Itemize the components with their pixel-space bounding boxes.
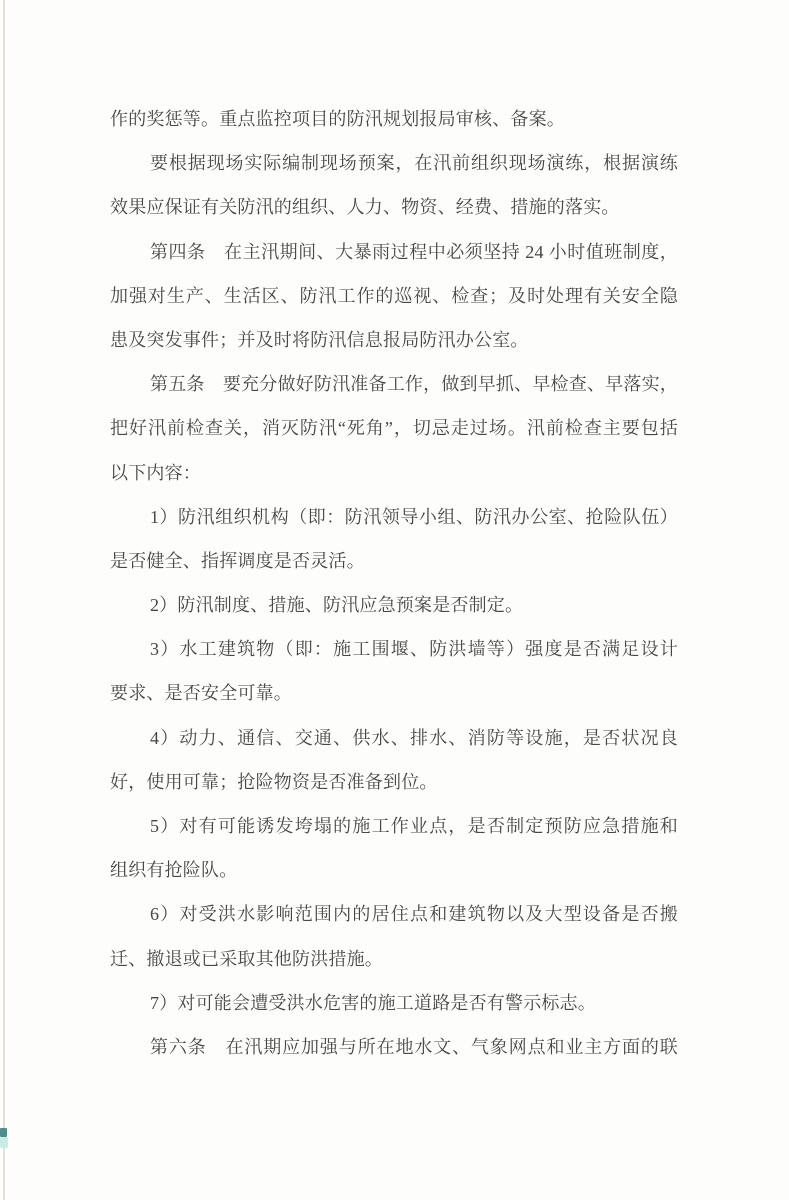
- scan-artifact-dark: [0, 1128, 7, 1137]
- text-line: 把好汛前检查关，消灭防汛“死角”，切忌走过场。汛前检查主要包括: [110, 418, 678, 439]
- text-line: 加强对生产、生活区、防汛工作的巡视、检查；及时处理有关安全隐: [110, 285, 678, 306]
- text-line: 以下内容：: [110, 462, 201, 483]
- text-line: 患及突发事件；并及时将防汛信息报局防汛办公室。: [110, 329, 529, 350]
- text-line: 7）对可能会遭受洪水危害的施工道路是否有警示标志。: [150, 992, 596, 1013]
- text-line: 3）水工建筑物（即：施工围堰、防洪墙等）强度是否满足设计: [150, 639, 678, 660]
- text-line: 作的奖惩等。重点监控项目的防汛规划报局审核、备案。: [110, 109, 565, 129]
- text-line: 效果应保证有关防汛的组织、人力、物资、经费、措施的落实。: [110, 197, 620, 218]
- text-block: [110, 97, 678, 1069]
- scan-artifact-light: [0, 1137, 8, 1148]
- text-line: 要根据现场实际编制现场预案，在汛前组织现场演练，根据演练: [150, 153, 678, 174]
- text-line: 第四条 在主汛期间、大暴雨过程中必须坚持 24 小时值班制度，: [150, 241, 678, 262]
- text-line: 第五条 要充分做好防汛准备工作，做到早抓、早检查、早落实，: [150, 374, 678, 395]
- text-line: 要求、是否安全可靠。: [110, 683, 292, 704]
- text-line: 5）对有可能诱发垮塌的施工作业点，是否制定预防应急措施和: [150, 816, 678, 836]
- text-line: 好，使用可靠；抢险物资是否准备到位。: [110, 771, 438, 792]
- text-line: 是否健全、指挥调度是否灵活。: [110, 550, 365, 571]
- text-line: 组织有抢险队。: [110, 860, 238, 881]
- text-line: 1）防汛组织机构（即：防汛领导小组、防汛办公室、抢险队伍）: [150, 506, 678, 527]
- text-line: 2）防汛制度、措施、防汛应急预案是否制定。: [150, 595, 524, 616]
- text-line: 第六条 在汛期应加强与所在地水文、气象网点和业主方面的联: [150, 1036, 678, 1057]
- text-line: 6）对受洪水影响范围内的居住点和建筑物以及大型设备是否搬: [150, 904, 678, 925]
- text-line: 迁、撤退或已采取其他防洪措施。: [110, 948, 383, 969]
- text-line: 4）动力、通信、交通、供水、排水、消防等设施，是否状况良: [150, 727, 678, 748]
- scan-edge-line: [3, 0, 5, 1200]
